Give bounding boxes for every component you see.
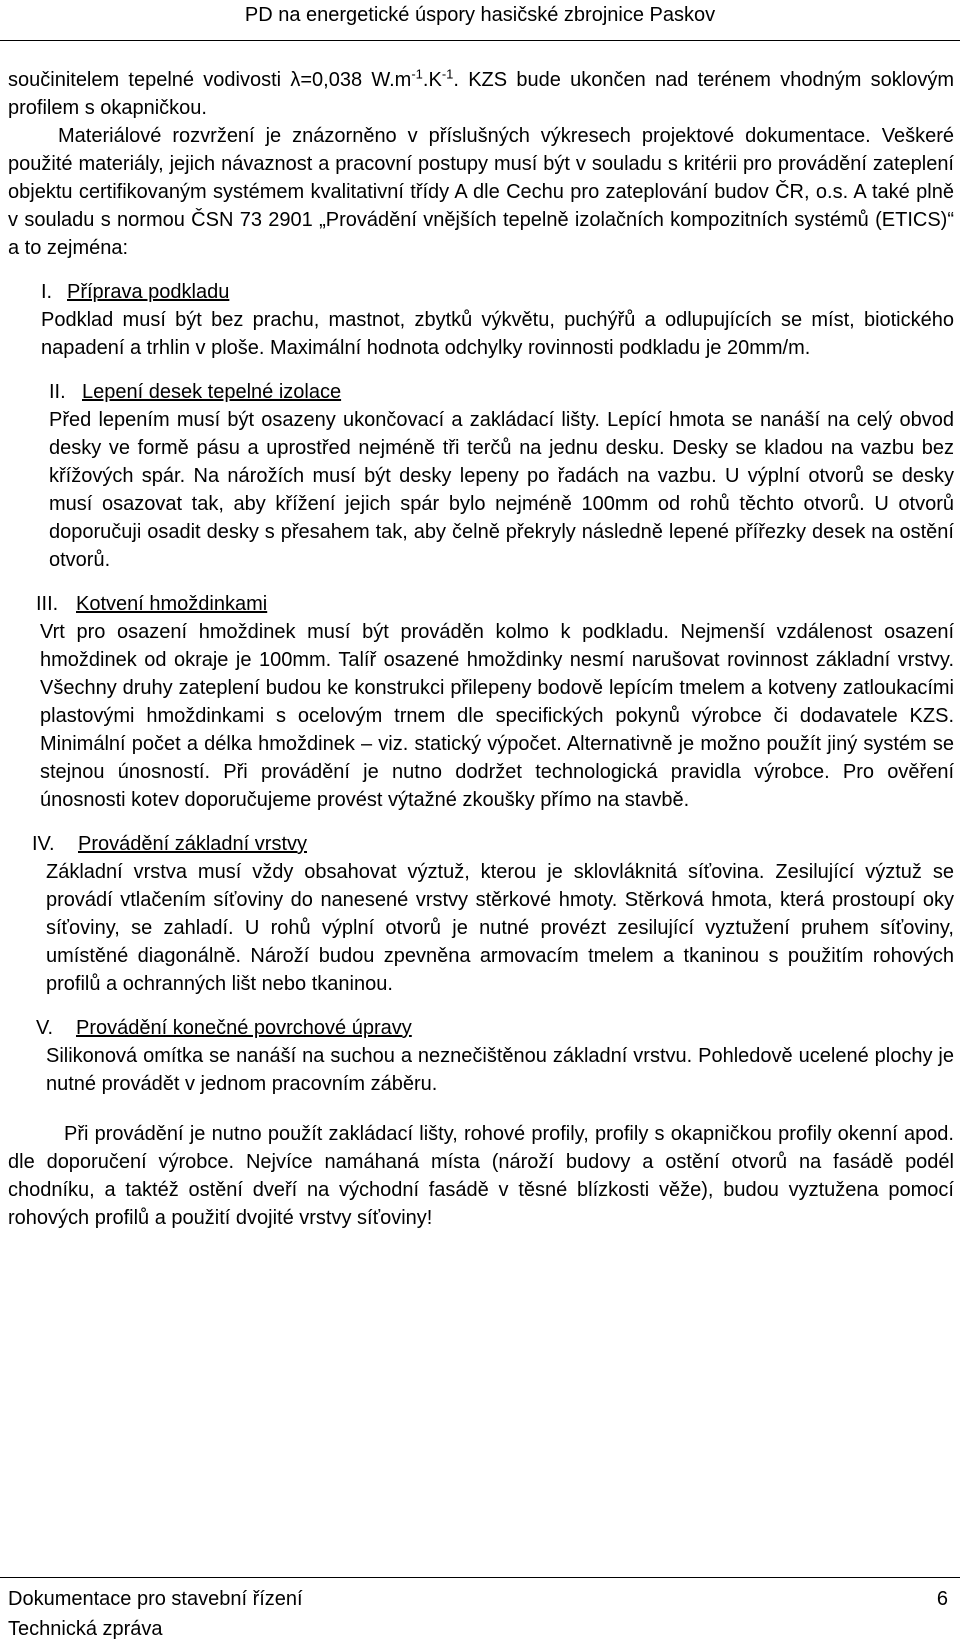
footer-labels (8, 1584, 303, 1644)
section-1-title: Příprava podkladu (67, 281, 230, 303)
section-4-number: IV. (32, 833, 55, 855)
section-5-title: Provádění konečné povrchové úpravy (76, 1017, 412, 1039)
section-4 (32, 830, 954, 998)
section-3 (36, 590, 954, 814)
section-2 (49, 378, 954, 574)
section-2-number: II. (49, 381, 66, 403)
section-1 (41, 278, 954, 362)
unit-exponent-1: -1 (411, 66, 423, 82)
intro-paragraph-2: Materiálové rozvržení je znázorněno v příslušných výkresech projektové dokumentace. Veškeré použité materiály, jejich návaznost a pracovní postupy musí být v souladu s kritérii pro provádění zateplení objektu certifikovaným systémem kvalitativní třídy A dle Cechu pro zateplování budov ČR, o.s. A také plně v souladu s normou ČSN 73 2901 „Provádění vnějších tepelně izolačních kompozitních systémů (ETICS)“ a to zejména: (8, 125, 954, 259)
section-5 (36, 1014, 954, 1098)
intro-paragraph-1 (8, 66, 954, 122)
section-1-text: Podklad musí být bez prachu, mastnot, zbytků výkvětu, puchýřů a odlupujících se míst, biotického napadení a trhlin v ploše. Maximální hodnota odchylky rovinnosti podkladu je 20mm/m. (41, 309, 954, 359)
section-1-heading (41, 278, 954, 306)
page-number: 6 (936, 1588, 948, 1610)
section-3-number: III. (36, 593, 59, 615)
unit-exponent-2: -1 (441, 66, 454, 82)
section-5-number: V. (36, 1017, 54, 1039)
section-4-title: Provádění základní vrstvy (78, 833, 307, 855)
footer-report-type: Technická zpráva (8, 1618, 163, 1640)
closing-block (8, 1120, 954, 1232)
section-2-text: Před lepením musí být osazeny ukončovací a zakládací lišty. Lepící hmota se nanáší na celý obvod desky ve formě pásu a uprostřed nejméně tři terčů na jednu desku. Desky se kladou na vazbu bez křížových spár. Na nárožích musí být desky lepeny po řadách na vazbu. U výplní otvorů se desky musí osazovat tak, aby křížení jejich spár bylo nejméně 100mm od rohů těchto otvorů. U otvorů doporučuji osadit desky s přesahem tak, aby čelně překryly následně lepené přířezky desek na ostění otvorů. (49, 409, 954, 571)
section-3-heading (36, 590, 954, 618)
header-title: PD na energetické úspory hasičské zbrojnice Paskov (244, 4, 716, 26)
section-4-heading (32, 830, 954, 858)
section-4-text: Základní vrstva musí vždy obsahovat výztuž, kterou je sklovláknitá síťovina. Zesilující výztuž se provádí vtlačením síťoviny do nanesené vrstvy stěrkové hmoty. Stěrková hmota, která prostoupí oky síťoviny, se zahladí. U rohů výplní otvorů je nutné provézt zesilující vyztužení pruhem síťoviny, umístěné diagonálně. Nároží budou zpevněna armovacím tmelem a tkaninou s použitím rohových profilů a ochranných lišt nebo tkaninou. (46, 861, 954, 995)
closing-paragraph: Při provádění je nutno použít zakládací lišty, rohové profily, profily s okapničkou profily okenní apod. dle doporučení výrobce. Nejvíce namáhaná místa (nároží budovy a ostění otvorů na fasádě podél chodníku, a taktéž ostění dveří na východní fasádě v těsné blízkosti věže), budou vyztužena pomocí rohových profilů a použití dvojité vrstvy síťoviny! (8, 1123, 954, 1229)
section-2-title: Lepení desek tepelné izolace (82, 381, 342, 403)
section-1-number: I. (41, 281, 53, 303)
section-2-heading (49, 378, 954, 406)
section-5-text: Silikonová omítka se nanáší na suchou a neznečištěnou základní vrstvu. Pohledově ucelené plochy je nutné provádět v jednom pracovním záběru. (46, 1045, 954, 1095)
footer-document-type: Dokumentace pro stavební řízení (8, 1588, 303, 1610)
page-header (0, 0, 960, 41)
intro-text-a: součinitelem tepelné vodivosti λ=0,038 W.m (8, 69, 412, 91)
document-body (8, 66, 954, 1232)
section-3-text: Vrt pro osazení hmoždinek musí být prováděn kolmo k podkladu. Nejmenší vzdálenost osazení hmoždinek od okraje je 100mm. Talíř osazené hmoždinky nesmí narušovat rovinnost základní vrstvy. Všechny druhy zateplení budou ke konstrukci přilepeny bodově lepícím tmelem a kotveny zatloukacími plastovými hmoždinkami s ocelovým trnem dle specifických pokynů výrobce či dodavatele KZS. Minimální počet a délka hmoždinek – viz. statický výpočet. Alternativně je možno použít jiný systém se stejnou únosností. Při provádění je nutno dodržet technologická pravidla výrobce. Pro ověření únosnosti kotev doporučujeme provést výtažné zkoušky přímo na stavbě. (40, 621, 954, 811)
intro-text-b: .K (422, 69, 442, 91)
intro-text-c: . KZS bude ukončen nad terénem vhodným soklovým profilem s okapničkou. (8, 69, 954, 119)
section-5-heading (36, 1014, 954, 1042)
section-3-title: Kotvení hmoždinkami (76, 593, 268, 615)
page-footer (0, 1577, 960, 1647)
